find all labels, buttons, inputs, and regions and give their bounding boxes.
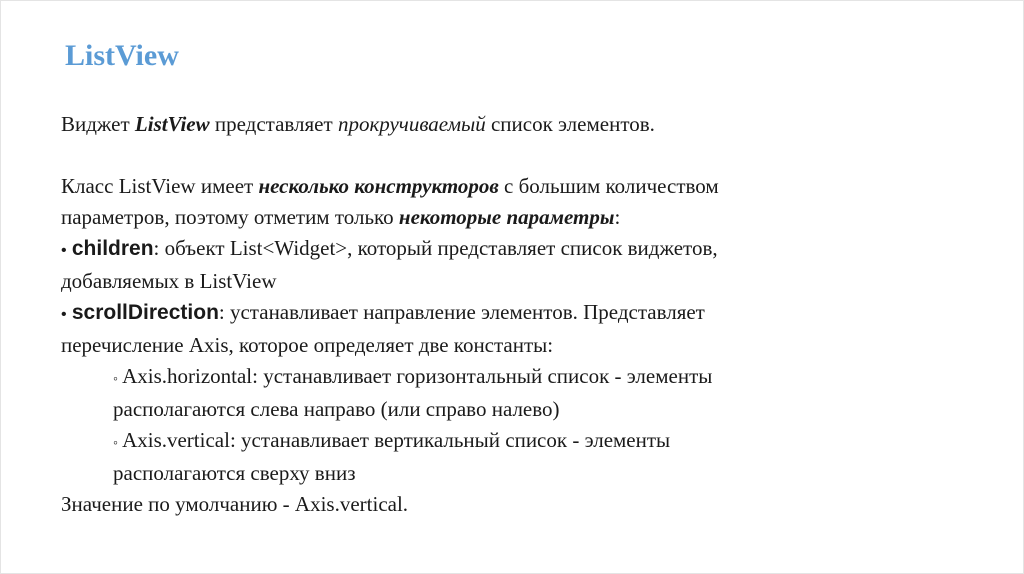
sub-item-line2: располагаются слева направо (или справо налево) [113,397,560,421]
class-text-colon: : [614,205,621,229]
class-text-pre: Класс ListView имеет [61,174,259,198]
sub-bullet-icon: ◦ [113,434,118,450]
class-text-mid: с большим количеством [498,174,719,198]
slide-title: ListView [65,39,179,72]
body-block [61,171,981,520]
param-desc-line1: : объект List<Widget>, который представляет список виджетов, [153,236,718,260]
sub-item-line1: Axis.vertical: устанавливает вертикальный список - элементы [122,428,671,452]
sub-item-line2: располагаются сверху вниз [113,461,356,485]
sub-item-vertical [61,425,981,489]
intro-paragraph [61,110,655,138]
class-emphasis-1: несколько конструкторов [258,174,499,198]
param-children [61,233,981,297]
intro-text-pre: Виджет [61,112,135,136]
class-emphasis-2: некоторые параметры [398,205,615,229]
class-text-line2: параметров, поэтому отметим только [61,205,399,229]
param-name: scrollDirection [71,301,219,324]
param-scroll-direction [61,297,981,361]
sub-bullet-icon: ◦ [113,370,118,386]
param-desc-line2: добавляемых в ListView [61,269,277,293]
class-paragraph [61,171,981,233]
intro-text-post: список элементов. [485,112,655,136]
sub-item-line1: Axis.horizontal: устанавливает горизонтальный список - элементы [122,364,713,388]
param-name: children [71,237,154,260]
param-desc-line1: : устанавливает направление элементов. Представляет [218,300,705,324]
intro-widget-name: ListView [134,112,210,136]
bullet-icon: • [61,242,67,259]
sub-item-horizontal [61,361,981,425]
default-value-line: Значение по умолчанию - Axis.vertical. [61,492,409,516]
bullet-icon: • [61,306,67,323]
intro-text-mid: представляет [209,112,338,136]
param-desc-line2: перечисление Axis, которое определяет две константы: [61,333,554,357]
intro-italic-word: прокручиваемый [337,112,486,136]
